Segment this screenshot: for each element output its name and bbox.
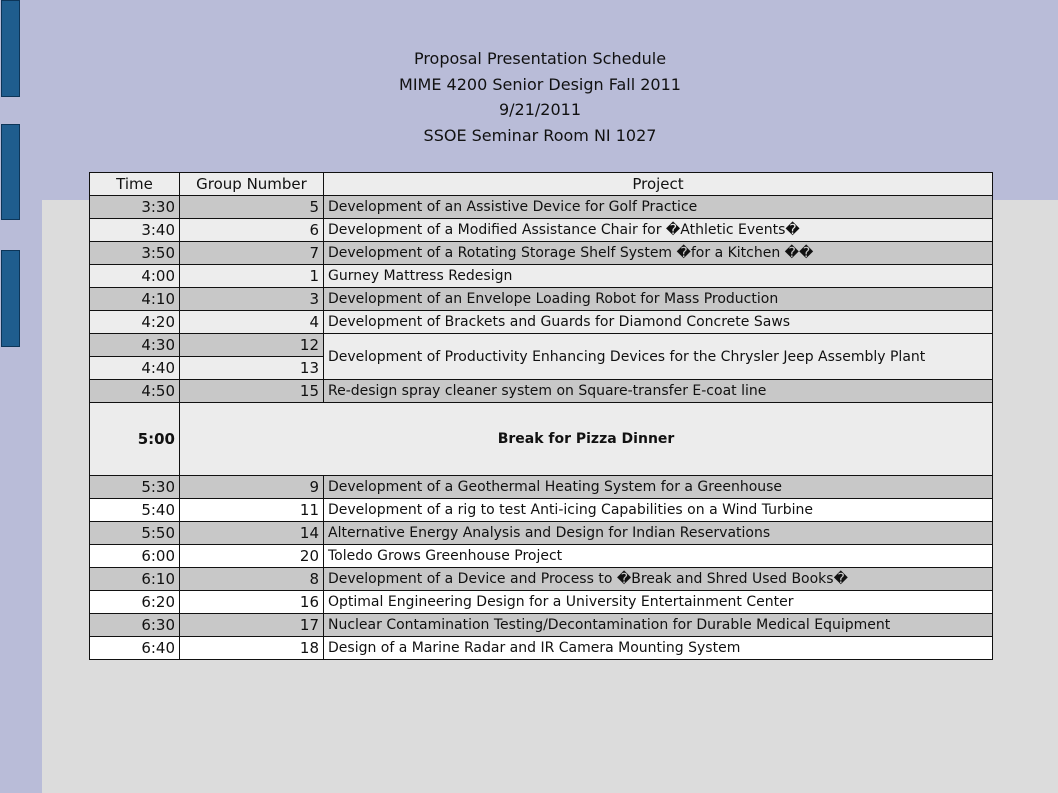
column-header-time: Time <box>90 173 180 196</box>
time-cell: 4:10 <box>90 288 180 311</box>
table-row <box>90 380 993 403</box>
project-cell: Development of a Device and Process to �Break and Shred Used Books� <box>324 568 993 591</box>
header-date: 9/21/2011 <box>498 100 582 119</box>
group-cell: 1 <box>180 265 324 288</box>
time-cell: 4:40 <box>90 357 180 380</box>
group-cell: 15 <box>180 380 324 403</box>
time-cell: 4:50 <box>90 380 180 403</box>
time-cell: 5:40 <box>90 499 180 522</box>
time-cell: 4:20 <box>90 311 180 334</box>
schedule-table <box>89 172 993 660</box>
table-row <box>90 476 993 499</box>
table-row <box>90 545 993 568</box>
time-cell: 4:00 <box>90 265 180 288</box>
table-row <box>90 614 993 637</box>
group-cell: 16 <box>180 591 324 614</box>
table-row <box>90 568 993 591</box>
project-cell: Development of a Modified Assistance Chair for �Athletic Events� <box>324 219 993 242</box>
table-row <box>90 242 993 265</box>
project-cell: Optimal Engineering Design for a University Entertainment Center <box>324 591 993 614</box>
project-cell: Toledo Grows Greenhouse Project <box>324 545 993 568</box>
time-cell: 3:50 <box>90 242 180 265</box>
project-cell: Development of an Envelope Loading Robot for Mass Production <box>324 288 993 311</box>
project-cell: Development of an Assistive Device for Golf Practice <box>324 196 993 219</box>
group-cell: 18 <box>180 637 324 660</box>
table-row <box>90 522 993 545</box>
table-row <box>90 196 993 219</box>
time-cell: 4:30 <box>90 334 180 357</box>
table-row <box>90 311 993 334</box>
project-cell: Re-design spray cleaner system on Square-transfer E-coat line <box>324 380 993 403</box>
table-row <box>90 288 993 311</box>
header-location: SSOE Seminar Room NI 1027 <box>423 125 657 145</box>
project-cell: Gurney Mattress Redesign <box>324 265 993 288</box>
project-cell: Development of a rig to test Anti-icing Capabilities on a Wind Turbine <box>324 499 993 522</box>
group-cell: 17 <box>180 614 324 637</box>
slide-left-band <box>0 0 42 793</box>
time-cell: 5:50 <box>90 522 180 545</box>
project-cell: Design of a Marine Radar and IR Camera Mounting System <box>324 637 993 660</box>
table-row <box>90 637 993 660</box>
group-cell: 12 <box>180 334 324 357</box>
schedule-header <box>300 46 780 148</box>
table-row <box>90 334 993 357</box>
group-cell: 9 <box>180 476 324 499</box>
table-row <box>90 219 993 242</box>
group-cell: 14 <box>180 522 324 545</box>
group-cell: 3 <box>180 288 324 311</box>
project-cell: Nuclear Contamination Testing/Decontamination for Durable Medical Equipment <box>324 614 993 637</box>
group-cell: 6 <box>180 219 324 242</box>
time-cell: 5:30 <box>90 476 180 499</box>
group-cell: 11 <box>180 499 324 522</box>
time-cell: 3:30 <box>90 196 180 219</box>
time-cell: 6:10 <box>90 568 180 591</box>
slide-tab-3 <box>1 250 20 347</box>
table-row <box>90 591 993 614</box>
header-course: MIME 4200 Senior Design Fall 2011 <box>399 74 681 94</box>
break-time-cell: 5:00 <box>90 403 180 476</box>
table-row <box>90 499 993 522</box>
group-cell: 5 <box>180 196 324 219</box>
break-label: Break for Pizza Dinner <box>180 403 993 476</box>
project-cell: Development of a Geothermal Heating System for a Greenhouse <box>324 476 993 499</box>
group-cell: 4 <box>180 311 324 334</box>
time-cell: 6:00 <box>90 545 180 568</box>
time-cell: 6:20 <box>90 591 180 614</box>
group-cell: 8 <box>180 568 324 591</box>
time-cell: 6:30 <box>90 614 180 637</box>
project-cell: Alternative Energy Analysis and Design for Indian Reservations <box>324 522 993 545</box>
group-cell: 7 <box>180 242 324 265</box>
header-title: Proposal Presentation Schedule <box>413 49 667 68</box>
group-cell: 20 <box>180 545 324 568</box>
project-cell: Development of Productivity Enhancing Devices for the Chrysler Jeep Assembly Plant <box>324 334 993 380</box>
time-cell: 3:40 <box>90 219 180 242</box>
slide-tab-1 <box>1 0 20 97</box>
break-row <box>90 403 993 476</box>
table-row <box>90 265 993 288</box>
column-header-group: Group Number <box>180 173 324 196</box>
time-cell: 6:40 <box>90 637 180 660</box>
project-cell: Development of Brackets and Guards for Diamond Concrete Saws <box>324 311 993 334</box>
group-cell: 13 <box>180 357 324 380</box>
column-header-project: Project <box>324 173 993 196</box>
slide-tab-2 <box>1 124 20 220</box>
project-cell: Development of a Rotating Storage Shelf System �for a Kitchen �� <box>324 242 993 265</box>
